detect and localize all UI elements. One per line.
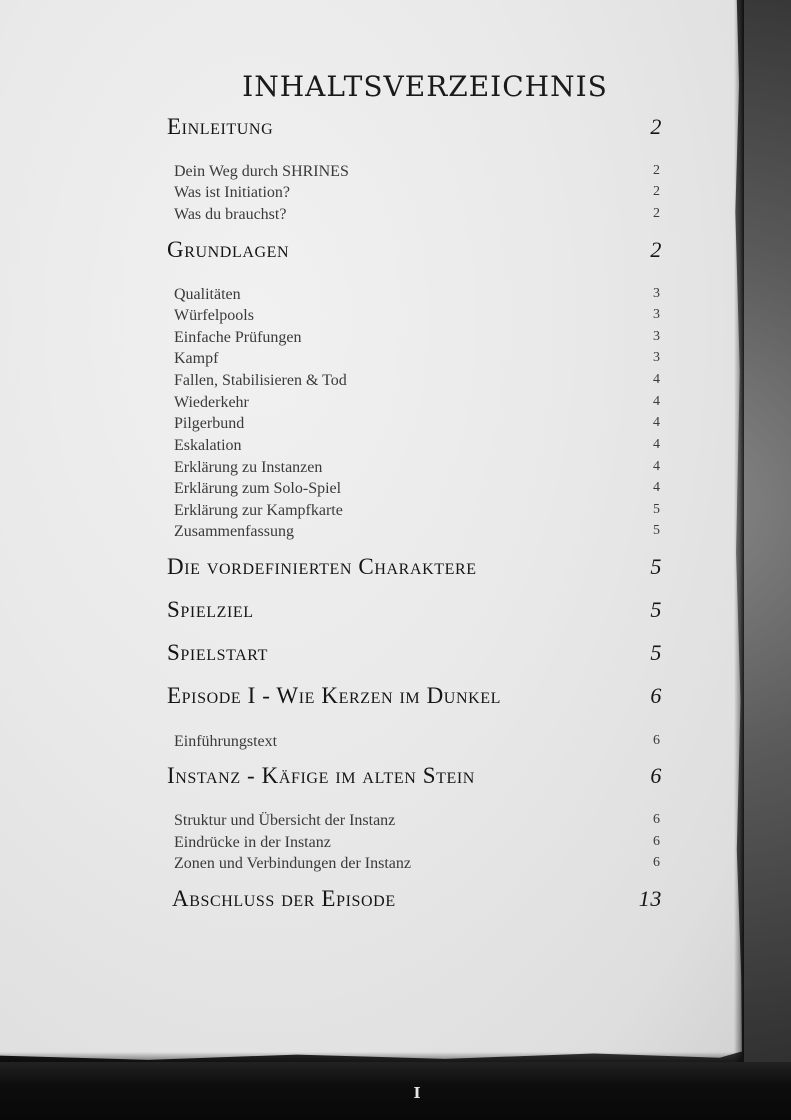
toc-heading-einleitung[interactable] <box>167 114 662 144</box>
entry-label: Erklärung zu Instanzen <box>174 459 323 476</box>
toc-heading-spielziel[interactable] <box>167 597 662 627</box>
entry-label: Eskalation <box>174 437 242 454</box>
heading-label: Instanz - Käfige im alten Stein <box>167 763 475 788</box>
heading-page: 13 <box>638 886 662 911</box>
entry-label: Was ist Initiation? <box>174 184 291 201</box>
toc-heading-instanz[interactable] <box>167 763 662 793</box>
entry-page: 2 <box>653 163 660 178</box>
entry-page: 3 <box>653 329 660 344</box>
toc-entry[interactable] <box>174 307 660 327</box>
entry-label: Was du brauchst? <box>174 206 287 223</box>
entry-page: 6 <box>653 855 660 870</box>
entry-page: 6 <box>653 733 660 748</box>
heading-page: 2 <box>650 237 662 262</box>
entry-label: Dein Weg durch SHRINES <box>174 163 349 180</box>
entry-page: 4 <box>653 394 660 409</box>
entry-label: Wiederkehr <box>174 394 249 411</box>
toc-heading-grundlagen[interactable] <box>167 237 662 267</box>
entry-label: Zusammenfassung <box>174 523 294 540</box>
toc-entry[interactable] <box>174 329 660 349</box>
toc-entry[interactable] <box>174 184 660 204</box>
toc-entry[interactable] <box>174 437 660 457</box>
heading-label: Grundlagen <box>167 237 290 262</box>
entry-label: Eindrücke in der Instanz <box>174 834 331 851</box>
entry-page: 6 <box>653 834 660 849</box>
entry-page: 4 <box>653 372 660 387</box>
entry-label: Würfelpools <box>174 307 254 324</box>
toc-entry[interactable] <box>174 834 660 854</box>
entry-label: Pilgerbund <box>174 415 245 432</box>
heading-page: 5 <box>650 554 662 579</box>
entry-page: 4 <box>653 480 660 495</box>
toc-entry[interactable] <box>174 502 660 522</box>
heading-label: Abschluss der Episode <box>172 886 396 911</box>
entry-label: Fallen, Stabilisieren & Tod <box>174 372 347 389</box>
toc-entry[interactable] <box>174 480 660 500</box>
page-number: I <box>413 1084 421 1102</box>
entry-label: Struktur und Übersicht der Instanz <box>174 812 396 829</box>
entry-page: 2 <box>653 206 660 221</box>
entry-label: Zonen und Verbindungen der Instanz <box>174 855 411 872</box>
toc-entry[interactable] <box>174 394 660 414</box>
entry-page: 4 <box>653 437 660 452</box>
toc-entry[interactable] <box>174 812 660 832</box>
toc-entry[interactable] <box>174 163 660 183</box>
toc-entry[interactable] <box>174 206 660 226</box>
entry-page: 3 <box>653 350 660 365</box>
toc-heading-episode-1[interactable] <box>167 683 662 713</box>
toc-heading-spielstart[interactable] <box>167 640 662 670</box>
toc-title: INHALTSVERZEICHNIS <box>242 70 608 103</box>
entry-label: Qualitäten <box>174 286 241 303</box>
entry-label: Erklärung zur Kampfkarte <box>174 502 343 519</box>
toc-entry[interactable] <box>174 523 660 543</box>
heading-label: Einleitung <box>167 114 274 139</box>
entry-page: 3 <box>653 286 660 301</box>
heading-label: Die vordefinierten Charaktere <box>167 554 477 579</box>
toc-heading-abschluss[interactable] <box>172 886 662 916</box>
entry-page: 6 <box>653 812 660 827</box>
toc-entry[interactable] <box>174 733 660 753</box>
entry-page: 4 <box>653 415 660 430</box>
heading-label: Episode I - Wie Kerzen im Dunkel <box>167 683 502 708</box>
heading-label: Spielziel <box>167 597 254 622</box>
heading-page: 5 <box>650 597 662 622</box>
entry-label: Kampf <box>174 350 219 367</box>
toc-heading-charaktere[interactable] <box>167 554 662 584</box>
heading-page: 2 <box>650 114 662 139</box>
entry-label: Erklärung zum Solo-Spiel <box>174 480 342 497</box>
entry-page: 2 <box>653 184 660 199</box>
toc-entry[interactable] <box>174 286 660 306</box>
heading-page: 5 <box>650 640 662 665</box>
toc-entry[interactable] <box>174 415 660 435</box>
entry-page: 5 <box>653 502 660 517</box>
entry-label: Einfache Prüfungen <box>174 329 302 346</box>
heading-page: 6 <box>650 683 662 708</box>
toc-entry[interactable] <box>174 855 660 875</box>
toc-entry[interactable] <box>174 372 660 392</box>
entry-page: 3 <box>653 307 660 322</box>
toc-entry[interactable] <box>174 350 660 370</box>
heading-label: Spielstart <box>167 640 268 665</box>
entry-label: Einführungstext <box>174 733 278 750</box>
heading-page: 6 <box>650 763 662 788</box>
entry-page: 4 <box>653 459 660 474</box>
toc-entry[interactable] <box>174 459 660 479</box>
entry-page: 5 <box>653 523 660 538</box>
